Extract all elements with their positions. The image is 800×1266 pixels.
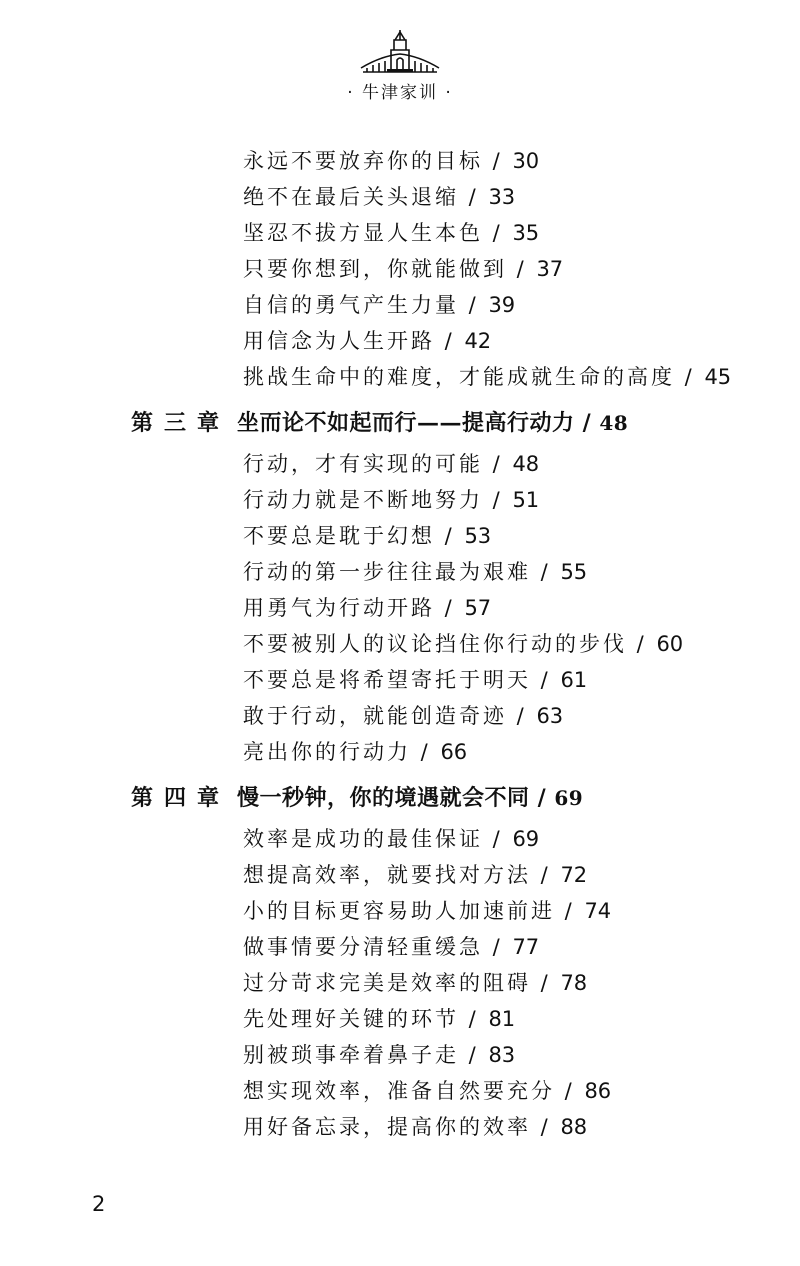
toc-entry-page: 66 (440, 740, 468, 764)
chapter-heading-4 (0, 780, 800, 817)
toc-entry-page: 60 (656, 632, 684, 656)
chapter-title-text: 慢一秒钟，你的境遇就会不同 (237, 785, 530, 811)
toc-entry: 别被琐事牵着鼻子走 / 83 (243, 1043, 516, 1067)
toc-entry-title: 行动力就是不断地努力 (243, 488, 483, 512)
chapter-label: 第三章 (131, 410, 231, 436)
toc-entry-title: 想提高效率，就要找对方法 (243, 863, 531, 887)
toc-entry-page: 35 (512, 221, 540, 245)
toc-entry-title: 坚忍不拔方显人生本色 (243, 221, 483, 245)
toc-entry-title: 过分苛求完美是效率的阻碍 (243, 971, 531, 995)
toc-entry-title: 小的目标更容易助人加速前进 (243, 899, 555, 923)
chapter-title: 慢一秒钟，你的境遇就会不同 / 69 (237, 785, 584, 811)
toc-entry-title: 效率是成功的最佳保证 (243, 827, 483, 851)
toc-entry: 行动力就是不断地努力 / 51 (243, 488, 540, 512)
toc-entry: 永远不要放弃你的目标 / 30 (243, 149, 540, 173)
chapter-page: 48 (599, 411, 629, 435)
toc-entry: 不要总是耽于幻想 / 53 (243, 524, 492, 548)
toc-entry: 挑战生命中的难度，才能成就生命的高度 / 45 (243, 365, 732, 389)
toc-entry: 不要被别人的议论挡住你行动的步伐 / 60 (243, 632, 684, 656)
toc-entry-page: 86 (584, 1079, 612, 1103)
toc-entry-title: 不要总是耽于幻想 (243, 524, 435, 548)
toc-entry-title: 行动，才有实现的可能 (243, 452, 483, 476)
toc-entry-title: 做事情要分清轻重缓急 (243, 935, 483, 959)
toc-entry: 用好备忘录，提高你的效率 / 88 (243, 1115, 588, 1139)
toc-entry-page: 69 (512, 827, 540, 851)
toc-entry-title: 别被琐事牵着鼻子走 (243, 1043, 459, 1067)
toc-entry: 过分苛求完美是效率的阻碍 / 78 (243, 971, 588, 995)
toc-entry-title: 用信念为人生开路 (243, 329, 435, 353)
toc-entry-page: 63 (536, 704, 564, 728)
toc-entry-page: 81 (488, 1007, 516, 1031)
toc-entry-page: 72 (560, 863, 588, 887)
toc-entry: 用勇气为行动开路 / 57 (243, 596, 492, 620)
toc-entry: 行动的第一步往往最为艰难 / 55 (243, 560, 588, 584)
oxford-building-logo (357, 28, 443, 74)
toc-entry: 亮出你的行动力 / 66 (243, 740, 468, 764)
toc-entry: 用信念为人生开路 / 42 (243, 329, 492, 353)
toc-entry-page: 37 (536, 257, 564, 281)
toc-entry-page: 74 (584, 899, 612, 923)
toc-entry: 敢于行动，就能创造奇迹 / 63 (243, 704, 564, 728)
toc-entry-title: 行动的第一步往往最为艰难 (243, 560, 531, 584)
toc-entry: 效率是成功的最佳保证 / 69 (243, 827, 540, 851)
toc-entry-title: 不要总是将希望寄托于明天 (243, 668, 531, 692)
toc-entry-page: 33 (488, 185, 516, 209)
toc-entry: 行动，才有实现的可能 / 48 (243, 452, 540, 476)
toc-entry: 坚忍不拔方显人生本色 / 35 (243, 221, 540, 245)
toc-entry-title: 想实现效率，准备自然要充分 (243, 1079, 555, 1103)
toc-entry: 不要总是将希望寄托于明天 / 61 (243, 668, 588, 692)
toc-entry: 只要你想到，你就能做到 / 37 (243, 257, 564, 281)
toc-entry-title: 挑战生命中的难度，才能成就生命的高度 (243, 365, 675, 389)
toc-entry-page: 39 (488, 293, 516, 317)
toc-entry-title: 先处理好关键的环节 (243, 1007, 459, 1031)
toc-entry: 想提高效率，就要找对方法 / 72 (243, 863, 588, 887)
toc-entry: 做事情要分清轻重缓急 / 77 (243, 935, 540, 959)
toc-entry-page: 53 (464, 524, 492, 548)
chapter-page: 69 (554, 786, 584, 810)
toc-entry-title: 不要被别人的议论挡住你行动的步伐 (243, 632, 627, 656)
chapter-title-text: 坐而论不如起而行——提高行动力 (237, 410, 575, 436)
toc-entry-page: 30 (512, 149, 540, 173)
toc-entry-page: 78 (560, 971, 588, 995)
toc-entry: 先处理好关键的环节 / 81 (243, 1007, 516, 1031)
toc-entry: 小的目标更容易助人加速前进 / 74 (243, 899, 612, 923)
toc-entry-title: 永远不要放弃你的目标 (243, 149, 483, 173)
toc-entry-page: 83 (488, 1043, 516, 1067)
toc-section-a (0, 143, 800, 395)
toc-entry-title: 用勇气为行动开路 (243, 596, 435, 620)
toc-entry-page: 45 (704, 365, 732, 389)
toc-entry-title: 只要你想到，你就能做到 (243, 257, 507, 281)
page-number: 2 (92, 1192, 106, 1216)
toc-entry-title: 自信的勇气产生力量 (243, 293, 459, 317)
toc-entry: 自信的勇气产生力量 / 39 (243, 293, 516, 317)
toc-section-b (0, 446, 800, 770)
toc-entry-title: 绝不在最后关头退缩 (243, 185, 459, 209)
toc-entry-title: 亮出你的行动力 (243, 740, 411, 764)
toc-entry-page: 48 (512, 452, 540, 476)
toc-entry-page: 57 (464, 596, 492, 620)
table-of-contents (0, 143, 800, 1145)
toc-entry: 想实现效率，准备自然要充分 / 86 (243, 1079, 612, 1103)
chapter-heading-3 (0, 405, 800, 442)
chapter-label: 第四章 (131, 785, 231, 811)
chapter-title: 坐而论不如起而行——提高行动力 / 48 (237, 410, 629, 436)
running-header (0, 28, 800, 103)
toc-entry-page: 61 (560, 668, 588, 692)
series-title: · 牛津家训 · (347, 83, 453, 103)
toc-entry-page: 51 (512, 488, 540, 512)
toc-entry-title: 敢于行动，就能创造奇迹 (243, 704, 507, 728)
toc-section-c (0, 821, 800, 1145)
toc-entry-page: 88 (560, 1115, 588, 1139)
toc-entry: 绝不在最后关头退缩 / 33 (243, 185, 516, 209)
toc-entry-page: 55 (560, 560, 588, 584)
toc-entry-title: 用好备忘录，提高你的效率 (243, 1115, 531, 1139)
toc-entry-page: 77 (512, 935, 540, 959)
toc-entry-page: 42 (464, 329, 492, 353)
